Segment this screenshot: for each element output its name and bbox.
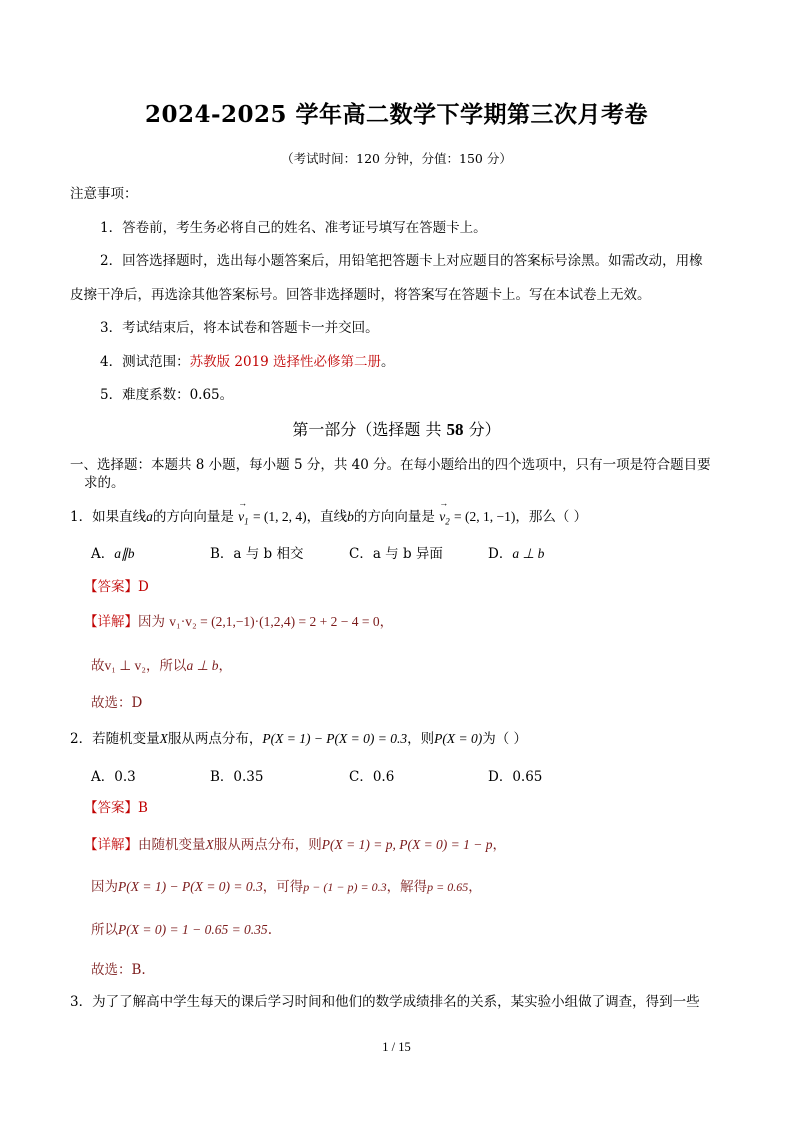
option-label: C． <box>349 546 373 562</box>
q2-option-a[interactable]: A．0.3 <box>91 769 136 785</box>
q1-v1-label <box>238 509 249 527</box>
option-text: a 与 b 相交 <box>233 546 304 562</box>
q2-stem-part: 2．若随机变量 <box>70 731 160 747</box>
q2-stem-part: 为（ ） <box>482 731 528 747</box>
notes-item-1: 1．答卷前，考生务必将自己的姓名、准考证号填写在答题卡上。 <box>100 220 487 236</box>
notes-item-4 <box>100 350 395 370</box>
q1-v2-label <box>439 509 450 527</box>
q1-choose: 故选：D <box>91 695 143 711</box>
notes-heading: 注意事项： <box>70 186 138 202</box>
q1-stem-part: 的方向向量是 <box>353 509 435 525</box>
detail-text: 服从两点分布，则 <box>213 837 322 853</box>
option-label: B． <box>210 546 234 562</box>
option-label: D． <box>488 546 513 562</box>
detail-math: a ⊥ b <box>186 658 219 673</box>
detail-math: v₁ ⊥ v₂ <box>104 658 146 673</box>
notes-item-2-line-2: 皮擦干净后，再选涂其他答案标号。回答非选择题时，将答案写在答题卡上。写在本试卷上无效。 <box>70 287 651 303</box>
q1-var-b: b <box>347 509 354 524</box>
detail-label: 【详解】 <box>84 837 138 853</box>
section-instructions-line-1: 一、选择题：本题共 8 小题，每小题 5 分，共 40 分。在每小题给出的四个选项中，只有一项是符合题目要 <box>70 457 711 473</box>
page-number: 1 / 15 <box>382 1040 411 1054</box>
q2-stem <box>70 727 527 747</box>
exam-title: 2024-2025 学年高二数学下学期第三次月考卷 <box>144 101 649 128</box>
q1-answer: 【答案】D <box>84 579 149 595</box>
detail-text: 所以 <box>91 922 118 938</box>
q3-stem-line-1: 3．为了了解高中学生每天的课后学习时间和他们的数学成绩排名的关系，某实验小组做了调查，得到一些 <box>70 994 700 1010</box>
q1-stem-part: 的方向向量是 <box>152 509 234 525</box>
q1-v1-sub: 1 <box>244 516 249 527</box>
q1-v1-value: = (1, 2, 4) <box>252 509 307 524</box>
section-instructions-line-2: 求的。 <box>84 475 125 491</box>
q1-option-d[interactable] <box>488 542 544 562</box>
q1-option-b[interactable] <box>210 542 304 562</box>
q2-var-x: X <box>159 731 168 746</box>
detail-math: P(X = 1) − P(X = 0) = 0.3 <box>118 879 263 894</box>
detail-text: 因为 <box>138 614 165 630</box>
detail-math: p − (1 − p) = 0.3 <box>303 880 387 894</box>
section-title-suffix: 分） <box>463 420 501 439</box>
detail-text: ， <box>379 614 394 630</box>
q1-option-a[interactable] <box>91 542 135 562</box>
q1-stem-part: 1．如果直线 <box>70 509 147 525</box>
option-math: a ⊥ b <box>512 546 545 561</box>
notes-item-4-prefix: 4．测试范围： <box>100 354 190 370</box>
notes-item-5: 5．难度系数：0.65。 <box>100 387 234 403</box>
detail-text: ，解得 <box>386 879 428 895</box>
exam-subtitle: （考试时间：120 分钟，分值：150 分） <box>281 151 512 166</box>
detail-math: v₁·v₂ = (2,1,−1)·(1,2,4) = 2 + 2 − 4 = 0 <box>169 614 380 629</box>
q2-choose: 故选：B. <box>91 962 146 978</box>
detail-text: 故 <box>91 658 105 674</box>
q2-detail-line-3 <box>91 918 272 938</box>
q1-v2-value: = (2, 1, −1) <box>454 509 516 524</box>
q2-option-c[interactable]: C．0.6 <box>349 769 395 785</box>
detail-text: 由随机变量 <box>138 837 206 853</box>
notes-item-4-suffix: 。 <box>381 354 395 370</box>
option-math: a∥b <box>114 546 135 561</box>
section-title-number: 58 <box>446 420 464 439</box>
detail-text: ， <box>468 879 482 895</box>
notes-item-2-line-1: 2．回答选择题时，选出每小题答案后，用铅笔把答题卡上对应题目的答案标号涂黑。如需改动，用橡 <box>100 253 703 269</box>
detail-math: X <box>205 837 214 852</box>
option-label: A． <box>91 546 115 562</box>
q1-stem-part: ，那么（ ） <box>515 509 588 525</box>
q1-stem-part: ，直线 <box>306 509 348 525</box>
detail-text: ，可得 <box>262 879 304 895</box>
detail-text: ， <box>492 837 507 853</box>
q1-v2-letter: v <box>439 509 446 524</box>
section-title-prefix: 第一部分（选择题 共 <box>292 420 447 439</box>
detail-text: ， <box>218 658 232 674</box>
detail-text: 因为 <box>91 879 118 895</box>
q2-option-d[interactable]: D．0.65 <box>488 769 543 785</box>
q1-option-c[interactable] <box>349 542 443 562</box>
detail-label: 【详解】 <box>84 614 138 630</box>
q1-detail-line-1 <box>84 610 393 630</box>
q2-option-b[interactable]: B．0.35 <box>210 769 264 785</box>
q2-stem-math: P(X = 0) <box>434 731 483 746</box>
q2-answer: 【答案】B <box>84 800 148 816</box>
detail-math: p = 0.65 <box>427 880 469 894</box>
q2-stem-math: P(X = 1) − P(X = 0) = 0.3 <box>262 731 408 746</box>
notes-item-3: 3．考试结束后，将本试卷和答题卡一并交回。 <box>100 320 379 336</box>
detail-math: P(X = 1) = p, P(X = 0) = 1 − p <box>321 837 493 852</box>
option-text: a 与 b 异面 <box>372 546 443 562</box>
q2-detail-line-1 <box>84 833 506 853</box>
detail-text: ，所以 <box>145 658 187 674</box>
detail-math: P(X = 0) = 1 − 0.65 = 0.35 <box>118 922 268 937</box>
q2-stem-part: 服从两点分布， <box>167 731 263 747</box>
q2-detail-line-2 <box>91 875 482 895</box>
test-scope: 苏教版 2019 选择性必修第二册 <box>189 354 382 370</box>
q1-detail-line-2 <box>91 654 232 674</box>
q2-stem-part: ，则 <box>407 731 435 747</box>
q1-stem <box>70 505 587 527</box>
q1-v2-sub: 2 <box>445 516 450 527</box>
q1-var-a: a <box>146 509 153 524</box>
detail-text: . <box>267 922 272 938</box>
q1-v1-letter: v <box>238 509 245 524</box>
section-title <box>0 417 793 440</box>
